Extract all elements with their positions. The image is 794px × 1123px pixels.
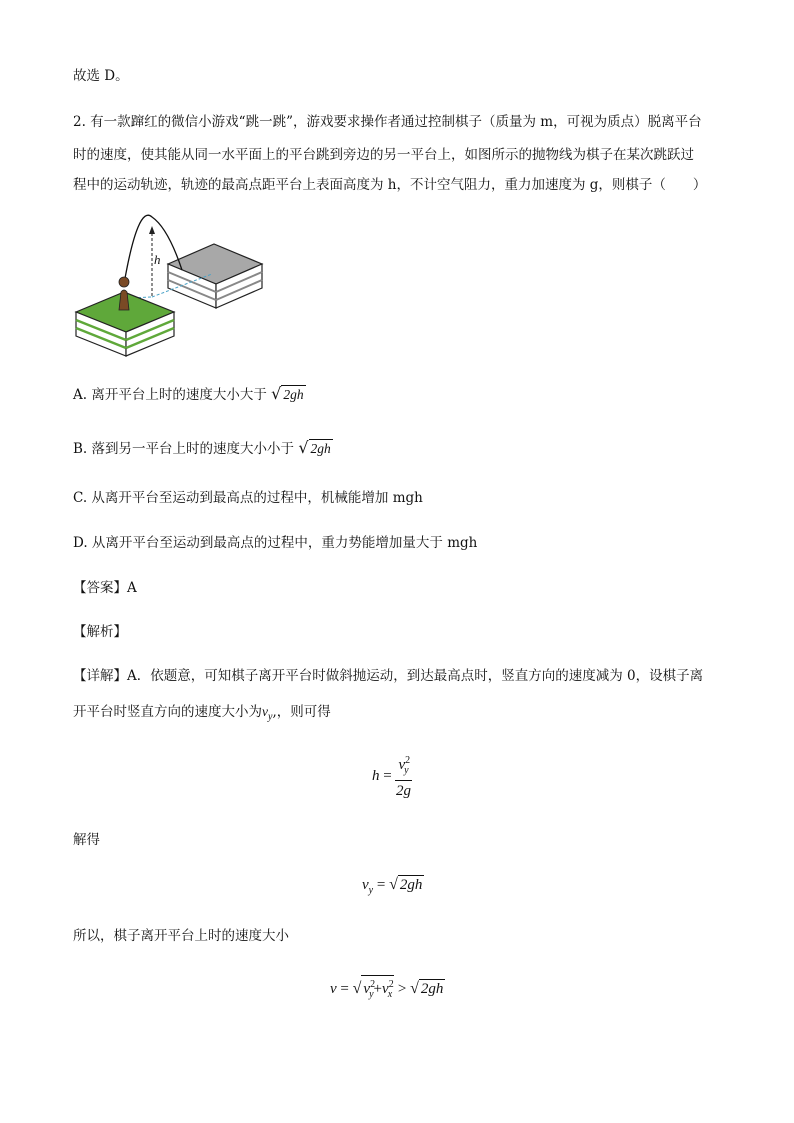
equation-vy: $v_y$ = √ 2gh [362,876,423,896]
detail-line-1: 【详解】A．依题意，可知棋子离开平台时做斜抛运动，到达最高点时，竖直方向的速度减为 0，设棋子离 [73,668,704,684]
previous-conclusion: 故选 D。 [73,68,129,84]
jump-game-figure [72,212,272,357]
question-line-3: 程中的运动轨迹，轨迹的最高点距平台上表面高度为 h，不计空气阻力，重力加速度为 g，则棋子（ ） [73,177,707,193]
so-line: 所以，棋子离开平台上时的速度大小 [73,928,289,944]
solve-word: 解得 [73,832,100,848]
sqrt-icon: √ [410,980,419,997]
height-arrow-icon [149,226,155,234]
chess-piece-icon [119,277,129,310]
gray-platform [168,244,262,308]
equation-h: h = $\frac{v^2_y}{2g}$ [372,752,412,801]
sqrt-icon: √ [298,438,309,457]
sqrt-icon: √ [352,980,362,997]
sqrt-icon: √ [271,384,282,403]
option-c: C. 从离开平台至运动到最高点的过程中，机械能增加 mgh [73,490,423,506]
option-b: B. 落到另一平台上时的速度大小小于 √ 2gh [73,438,331,457]
analysis-label: 【解析】 [73,624,127,640]
sqrt-icon: √ [389,876,398,893]
option-d: D. 从离开平台至运动到最高点的过程中，重力势能增加量大于 mgh [73,535,478,551]
equation-v: v = √ $v^2_y+v^2_x$ > √ 2gh [330,975,445,1004]
fraction: $\frac{v^2_y}{2g}$ [395,752,411,801]
height-label: h [154,252,161,267]
detail-line-2: 开平台时竖直方向的速度大小为$v_y$,，则可得 [73,704,331,723]
question-line-2: 时的速度，使其能从同一水平面上的平台跳到旁边的另一平台上，如图所示的抛物线为棋子在某次跳跃过 [73,147,694,163]
option-a: A. 离开平台上时的速度大小大于 √ 2gh [73,384,304,403]
question-line-1: 2. 有一款蹿红的微信小游戏“跳一跳”，游戏要求操作者通过控制棋子（质量为 m，可视为质点）脱离平台 [73,114,702,130]
answer-line: 【答案】A [73,580,137,596]
